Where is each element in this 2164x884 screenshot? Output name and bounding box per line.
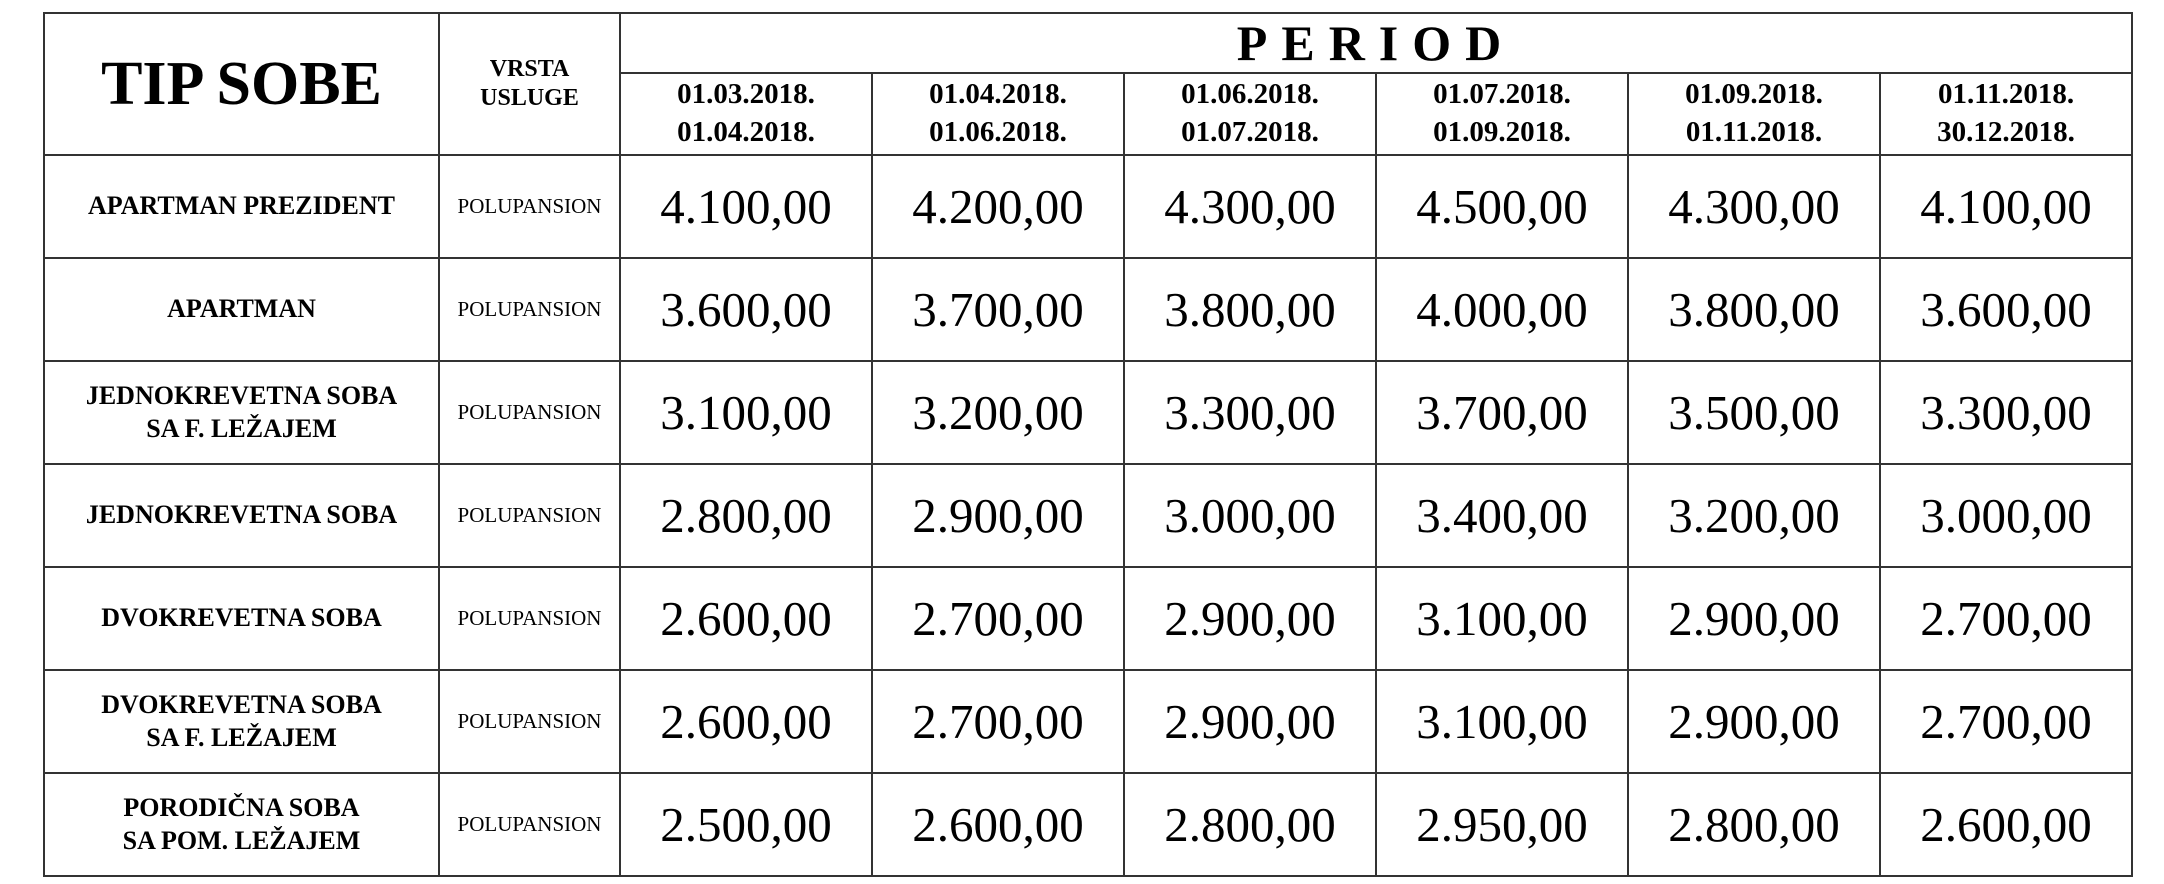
price-cell: 4.300,00 (1628, 155, 1880, 258)
price-cell: 4.300,00 (1124, 155, 1376, 258)
period-from: 01.06.2018. (1181, 78, 1319, 111)
room-type-line: SA F. LEŽAJEM (146, 722, 337, 752)
period-range-4 (1376, 73, 1628, 155)
table-row (44, 155, 2132, 258)
price-cell: 2.600,00 (620, 567, 872, 670)
period-range-5 (1628, 73, 1880, 155)
price-cell: 3.400,00 (1376, 464, 1628, 567)
table-row (44, 258, 2132, 361)
room-type-cell (44, 670, 439, 773)
room-type-line: JEDNOKREVETNA SOBA (85, 500, 398, 530)
price-cell: 2.600,00 (1880, 773, 2132, 876)
room-type-line: DVOKREVETNA SOBA (101, 603, 382, 633)
service-type-cell: POLUPANSION (439, 258, 620, 361)
price-cell: 3.100,00 (1376, 567, 1628, 670)
period-from: 01.03.2018. (677, 78, 815, 111)
price-cell: 4.200,00 (872, 155, 1124, 258)
service-type-header (439, 13, 620, 155)
price-cell: 2.700,00 (872, 567, 1124, 670)
price-cell: 2.800,00 (1628, 773, 1880, 876)
room-type-line: PORODIČNA SOBA (123, 793, 360, 822)
price-cell: 3.800,00 (1628, 258, 1880, 361)
period-to: 01.11.2018. (1685, 116, 1823, 148)
price-cell: 3.100,00 (620, 361, 872, 464)
period-range-2 (872, 73, 1124, 155)
period-range-3 (1124, 73, 1376, 155)
period-from: 01.11.2018. (1937, 78, 2075, 111)
price-cell: 2.800,00 (1124, 773, 1376, 876)
room-type-line: SA F. LEŽAJEM (146, 413, 337, 443)
price-cell: 3.700,00 (872, 258, 1124, 361)
price-cell: 4.100,00 (620, 155, 872, 258)
room-type-cell (44, 258, 439, 361)
service-type-cell: POLUPANSION (439, 670, 620, 773)
price-cell: 3.600,00 (620, 258, 872, 361)
period-from: 01.07.2018. (1433, 78, 1571, 111)
price-cell: 3.500,00 (1628, 361, 1880, 464)
table-row (44, 567, 2132, 670)
price-cell: 3.300,00 (1124, 361, 1376, 464)
price-cell: 3.200,00 (1628, 464, 1880, 567)
service-type-cell: POLUPANSION (439, 464, 620, 567)
price-cell: 2.800,00 (620, 464, 872, 567)
price-cell: 4.100,00 (1880, 155, 2132, 258)
room-type-cell (44, 155, 439, 258)
period-from: 01.09.2018. (1685, 78, 1823, 111)
price-table (43, 12, 2133, 877)
period-from: 01.04.2018. (929, 78, 1067, 111)
price-cell: 2.700,00 (1880, 567, 2132, 670)
room-type-cell (44, 567, 439, 670)
price-cell: 2.600,00 (872, 773, 1124, 876)
table-row (44, 773, 2132, 876)
service-type-header-line: USLUGE (480, 85, 579, 111)
price-cell: 3.800,00 (1124, 258, 1376, 361)
room-type-line: JEDNOKREVETNA SOBA (85, 381, 398, 410)
price-cell: 2.600,00 (620, 670, 872, 773)
service-type-cell: POLUPANSION (439, 361, 620, 464)
period-header: PERIOD (620, 13, 2132, 73)
period-to: 01.07.2018. (1181, 116, 1319, 148)
service-type-cell: POLUPANSION (439, 567, 620, 670)
price-cell: 2.900,00 (1628, 670, 1880, 773)
period-range-1 (620, 73, 872, 155)
table-header (44, 13, 2132, 155)
table-row (44, 670, 2132, 773)
room-type-line: SA POM. LEŽAJEM (122, 825, 361, 855)
price-cell: 3.300,00 (1880, 361, 2132, 464)
room-type-cell (44, 464, 439, 567)
price-cell: 2.500,00 (620, 773, 872, 876)
price-cell: 2.900,00 (1124, 670, 1376, 773)
price-cell: 3.200,00 (872, 361, 1124, 464)
price-cell: 2.900,00 (1124, 567, 1376, 670)
period-to: 01.09.2018. (1433, 116, 1571, 148)
price-cell: 2.700,00 (1880, 670, 2132, 773)
room-type-line: DVOKREVETNA SOBA (101, 690, 382, 719)
price-cell: 3.000,00 (1124, 464, 1376, 567)
price-cell: 4.500,00 (1376, 155, 1628, 258)
service-type-cell: POLUPANSION (439, 155, 620, 258)
service-type-cell: POLUPANSION (439, 773, 620, 876)
room-type-header: TIP SOBE (44, 13, 439, 155)
price-cell: 2.900,00 (872, 464, 1124, 567)
price-cell: 3.700,00 (1376, 361, 1628, 464)
price-cell: 3.100,00 (1376, 670, 1628, 773)
price-cell: 2.900,00 (1628, 567, 1880, 670)
room-type-cell (44, 773, 439, 876)
price-cell: 3.000,00 (1880, 464, 2132, 567)
period-to: 30.12.2018. (1937, 116, 2075, 148)
period-to: 01.06.2018. (929, 116, 1067, 148)
price-cell: 2.950,00 (1376, 773, 1628, 876)
table-body (44, 155, 2132, 876)
room-type-line: APARTMAN (167, 294, 316, 324)
room-type-cell (44, 361, 439, 464)
header-row-top (44, 13, 2132, 73)
room-type-line: APARTMAN PREZIDENT (88, 191, 395, 221)
period-to: 01.04.2018. (677, 116, 815, 148)
table-row (44, 361, 2132, 464)
price-cell: 3.600,00 (1880, 258, 2132, 361)
price-cell: 4.000,00 (1376, 258, 1628, 361)
period-range-6 (1880, 73, 2132, 155)
service-type-header-line: VRSTA (489, 56, 570, 83)
price-cell: 2.700,00 (872, 670, 1124, 773)
table-row (44, 464, 2132, 567)
